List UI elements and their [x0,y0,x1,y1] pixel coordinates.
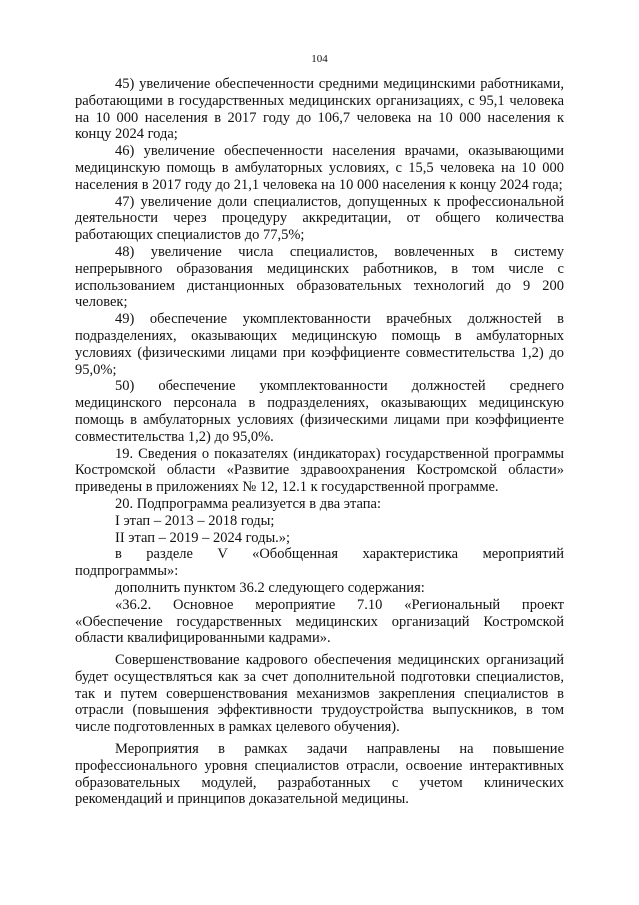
paragraph-measures: Мероприятия в рамках задачи направлены на повышение профессионального уровня специалистов отрасли, освоение интерактивных образовательных модулей, разработанных с учетом клинических рекомендаций и принципов доказательной медицины. [75,741,564,808]
paragraph-staffing: Совершенствование кадрового обеспечения медицинских организаций будет осуществляться как за счет дополнительной подготовки специалистов, так и путем совершенствования механизмов закрепления специалистов в отрасли (повышения эффективности трудоустройства выпускников, в том числе подготовленных в рамках целевого обучения). [75,652,564,736]
paragraph-item-50: 50) обеспечение укомплектованности должностей среднего медицинского персонала в подразделениях, оказывающих медицинскую помощь в амбулаторных условиях (физическими лицами при коэффициенте совместительства 1,2) до 95,0%. [75,378,564,445]
paragraph-item-49: 49) обеспечение укомплектованности врачебных должностей в подразделениях, оказывающих медицинскую помощь в амбулаторных условиях (физическими лицами при коэффициенте совместительства 1,2) до 95,0%; [75,311,564,378]
paragraph-section-v: в разделе V «Обобщенная характеристика мероприятий подпрограммы»: [75,546,564,580]
document-body [75,76,564,808]
page-number: 104 [311,53,328,65]
paragraph-add-point: дополнить пунктом 36.2 следующего содержания: [115,579,425,596]
paragraph-stage-2: II этап – 2019 – 2024 годы.»; [115,529,291,546]
paragraph-item-46: 46) увеличение обеспеченности населения врачами, оказывающими медицинскую помощь в амбулаторных условиях, с 15,5 человека на 10 000 населения в 2017 году до 21,1 человека на 10 000 населения к концу 2024 года; [75,143,564,193]
paragraph-item-48: 48) увеличение числа специалистов, вовлеченных в систему непрерывного образования медицинских работников, в том числе с использованием дистанционных образовательных технологий до 9 200 человек; [75,243,564,311]
paragraph-section-19: 19. Сведения о показателях (индикаторах) государственной программы Костромской области «Развитие здравоохранения Костромской области» приведены в приложениях № 12, 12.1 к государственной программе. [75,445,564,496]
paragraph-section-20: 20. Подпрограмма реализуется в два этапа: [115,495,381,512]
paragraph-item-45: 45) увеличение обеспеченности средними медицинскими работниками, работающими в государственных медицинских организациях, с 95,1 человека на 10 000 населения в 2017 году до 106,7 человека на 10 000 населения к концу 2024 года; [75,76,564,143]
paragraph-stage-1: I этап – 2013 – 2018 годы; [115,512,275,529]
paragraph-item-47: 47) увеличение доли специалистов, допущенных к профессиональной деятельности через процедуру аккредитации, от общего количества работающих специалистов до 77,5%; [75,193,564,244]
paragraph-point-36-2: «36.2. Основное мероприятие 7.10 «Региональный проект «Обеспечение государственных медицинских организаций Костромской области квалифицированными кадрами». [75,596,564,647]
